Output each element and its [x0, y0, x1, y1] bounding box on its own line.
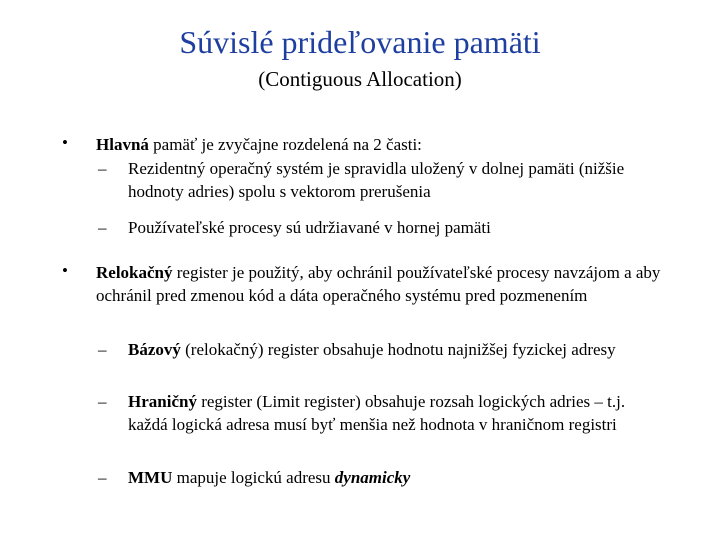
- dash-marker: –: [98, 218, 107, 237]
- dash-marker: –: [98, 159, 107, 178]
- bullet-main-memory: [96, 133, 686, 156]
- sub-user-processes: Používateľské procesy sú udržiavané v hornej pamäti: [128, 218, 491, 237]
- sub-limit-register: [128, 390, 668, 436]
- bullet-marker: •: [62, 261, 68, 280]
- sub-text: (relokačný) register obsahuje hodnotu najnižšej fyzickej adresy: [180, 340, 616, 359]
- term-base: Bázový: [128, 340, 181, 359]
- sub-base-register: [128, 338, 668, 361]
- term-dynamic: dynamicky: [334, 468, 411, 487]
- dash-marker: –: [98, 468, 107, 487]
- bullet-marker: •: [62, 133, 68, 152]
- bullet-relocation: [96, 261, 686, 307]
- dash-marker: –: [98, 392, 107, 411]
- term-mmu: MMU: [128, 468, 173, 487]
- slide-title: Súvislé prideľovanie pamäti: [179, 24, 541, 60]
- bullet-text: pamäť je zvyčajne rozdelená na 2 časti:: [148, 135, 422, 154]
- term-limit: Hraničný: [128, 392, 197, 411]
- sub-text: mapuje logickú adresu: [172, 468, 335, 487]
- sub-resident-os: Rezidentný operačný systém je spravidla uložený v dolnej pamäti (nižšie hodnoty adries) spolu s vektorom prerušenia: [128, 159, 625, 201]
- term-relocation: Relokačný: [96, 263, 173, 282]
- dash-marker: –: [98, 340, 107, 359]
- slide-subtitle: (Contiguous Allocation): [258, 67, 462, 91]
- bullet-text: register je použitý, aby ochránil používateľské procesy navzájom a aby ochránil pred zmenou kód a dáta operačného systému pred pozmenením: [96, 263, 661, 305]
- term-main: Hlavná: [96, 135, 149, 154]
- sub-text: register (Limit register) obsahuje rozsah logických adries – t.j. každá logická adresa musí byť menšia než hodnota v hraničnom registri: [128, 392, 626, 434]
- sub-mmu: [128, 466, 668, 489]
